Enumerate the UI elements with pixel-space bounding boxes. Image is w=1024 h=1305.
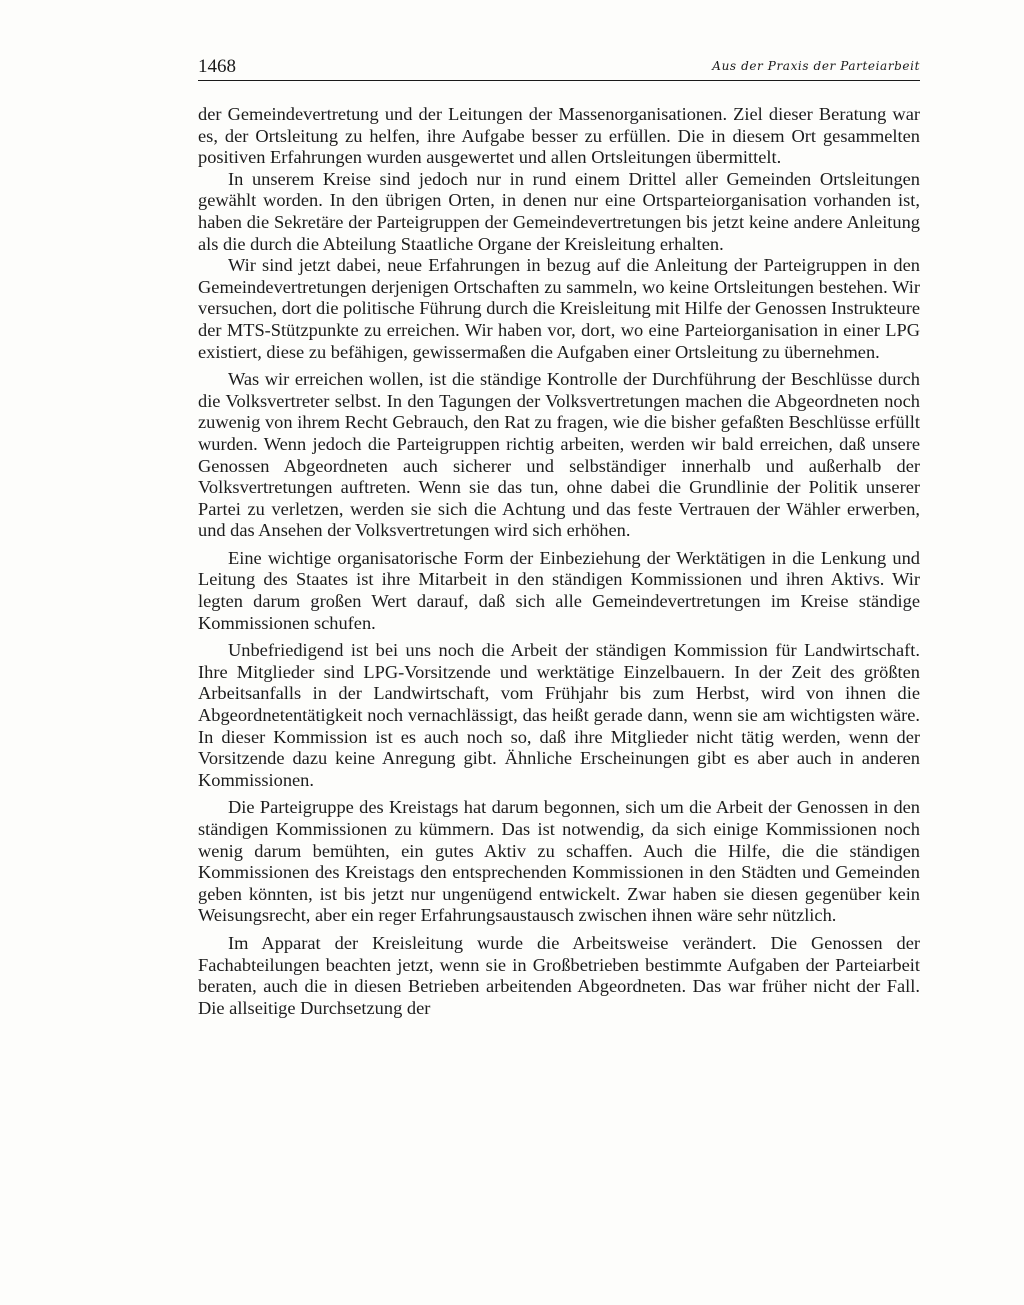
paragraph: Unbefriedigend ist bei uns noch die Arbeit der ständigen Kommission für Landwirtschaft. Ihre Mitglieder sind LPG-Vorsitzende und werktätige Einzelbauern. In der Zeit des größten Arbeitsanfalls in der Landwirtschaft, vom Frühjahr bis zum Herbst, wird von ihnen die Abgeordnetentätigkeit noch vernachlässigt, das heißt gerade dann, wenn sie am wichtigsten wäre. In dieser Kommission ist es auch noch so, daß ihre Mitglieder nicht tätig werden, wenn der Vorsitzende dazu keine Anregung gibt. Ähnliche Erscheinungen gibt es aber auch in anderen Kommissionen. bbox=[198, 640, 920, 790]
paragraph: der Gemeindevertretung und der Leitungen der Massenorganisationen. Ziel dieser Beratung war es, der Ortsleitung zu helfen, ihre Aufgabe besser zu erfüllen. Die in diesem Ort gesammelten positiven Erfahrungen wurden ausgewertet und allen Ortsleitungen übermittelt. bbox=[198, 104, 920, 168]
paragraph: Was wir erreichen wollen, ist die ständige Kontrolle der Durchführung der Beschlüsse durch die Volksvertreter selbst. In den Tagungen der Volksvertretungen machen die Abgeordneten noch zuwenig von ihrem Recht Gebrauch, den Rat zu fragen, wie die bisher gefaßten Beschlüsse erfüllt wurden. Wenn jedoch die Parteigruppen richtig arbeiten, werden wir bald erreichen, daß unsere Genossen Abgeordneten auch sicherer und selbständiger innerhalb und außerhalb der Volksvertretungen auftreten. Wenn sie das tun, ohne dabei die Grundlinie der Politik unserer Partei zu verletzen, werden sie sich die Achtung und das feste Vertrauen der Wähler erwerben, und das Ansehen der Volksvertretungen wird sich erhöhen. bbox=[198, 369, 920, 541]
paragraph: In unserem Kreise sind jedoch nur in rund einem Drittel aller Gemeinden Ortsleitungen gewählt worden. In den übrigen Orten, in denen nur eine Ortsparteiorganisation vorhanden ist, haben die Sekretäre der Parteigruppen der Gemeindevertretungen bis jetzt keine andere Anleitung als die durch die Abteilung Staatliche Organe der Kreisleitung erhalten. bbox=[198, 168, 920, 254]
paragraph: Im Apparat der Kreisleitung wurde die Arbeitsweise verändert. Die Genossen der Fachabteilungen beachten jetzt, wenn sie in Großbetrieben bestimmte Aufgaben der Parteiarbeit beraten, auch die in diesen Betrieben arbeitenden Abgeordneten. Das war früher nicht der Fall. Die allseitige Durchsetzung der bbox=[198, 932, 920, 1018]
body-text bbox=[198, 104, 920, 1019]
page-header bbox=[198, 56, 920, 81]
paragraph: Wir sind jetzt dabei, neue Erfahrungen in bezug auf die Anleitung der Parteigruppen in den Gemeindevertretungen derjenigen Ortschaften zu sammeln, wo keine Ortsleitungen bestehen. Wir versuchen, dort die politische Führung durch die Kreisleitung mit Hilfe der Genossen Instrukteure der MTS-Stützpunkte zu erreichen. Wir haben vor, dort, wo eine Parteiorganisation in einer LPG existiert, diese zu befähigen, gewissermaßen die Aufgaben einer Ortsleitung zu übernehmen. bbox=[198, 255, 920, 362]
running-head: Aus der Praxis der Parteiarbeit bbox=[712, 59, 920, 73]
page-number: 1468 bbox=[198, 56, 236, 77]
paragraph: Eine wichtige organisatorische Form der Einbeziehung der Werktätigen in die Lenkung und Leitung des Staates ist ihre Mitarbeit in den ständigen Kommissionen und ihren Aktivs. Wir legten darum großen Wert darauf, daß sich alle Gemeindevertretungen im Kreise ständige Kommissionen schufen. bbox=[198, 547, 920, 633]
paragraph: Die Parteigruppe des Kreistags hat darum begonnen, sich um die Arbeit der Genossen in den ständigen Kommissionen zu kümmern. Das ist notwendig, da sich einige Kommissionen noch wenig darum bemühten, ein gutes Aktiv zu schaffen. Auch die Hilfe, die die ständigen Kommissionen des Kreistags den entsprechenden Kommissionen in den Städten und Gemeinden geben könnten, ist bis jetzt nur ungenügend entwickelt. Zwar haben sie diesen gegenüber kein Weisungsrecht, aber ein reger Erfahrungsaustausch zwischen ihnen wäre sehr nützlich. bbox=[198, 797, 920, 926]
